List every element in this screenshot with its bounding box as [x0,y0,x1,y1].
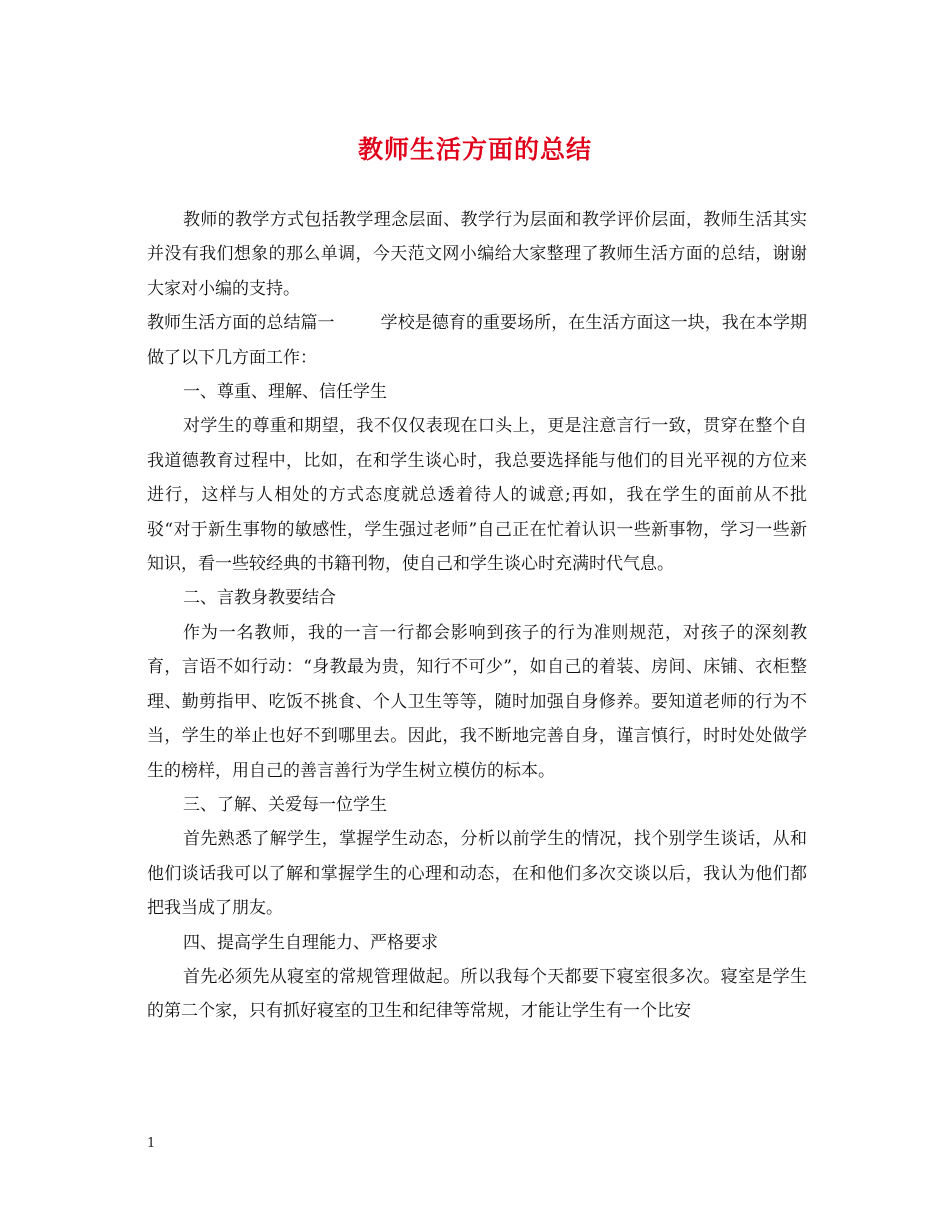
point-four-paragraph: 首先必须先从寝室的常规管理做起。所以我每个天都要下寝室很多次。寝室是学生的第二个家，只有抓好寝室的卫生和纪律等常规，才能让学生有一个比安 [147,966,807,1022]
section-one-paragraph [147,306,807,375]
page-number: 1 [147,1136,156,1151]
section-one-heading: 教师生活方面的总结篇一 [147,313,335,334]
document-title: 教师生活方面的总结 [357,135,592,164]
point-one-paragraph: 对学生的尊重和期望，我不仅仅表现在口头上，更是注意言行一致，贯穿在整个自我道德教育过程中，比如，在和学生谈心时，我总要选择能与他们的目光平视的方位来进行，这样与人相处的方式态度就总透着待人的诚意;再如，我在学生的面前从不批驳“对于新生事物的敏感性，学生强过老师”自己正在忙着认识一些新事物，学习一些新知识，看一些较经典的书籍刊物，使自己和学生谈心时充满时代气息。 [147,416,807,575]
section-one-text: 学校是德育的重要场所，在生活方面这一块，我在本学期做了以下几方面工作： [147,313,808,368]
point-four-heading: 四、提高学生自理能力、严格要求 [183,932,438,953]
point-three-heading: 三、了解、关爱每一位学生 [183,794,387,815]
point-three-paragraph: 首先熟悉了解学生，掌握学生动态，分析以前学生的情况，找个别学生谈话，从和他们谈话我可以了解和掌握学生的心理和动态，在和他们多次交谈以后，我认为他们都把我当成了朋友。 [147,829,807,919]
point-two-paragraph: 作为一名教师，我的一言一行都会影响到孩子的行为准则规范，对孩子的深刻教育，言语不如行动：“身教最为贵，知行不可少”，如自己的着装、房间、床铺、衣柜整理、勤剪指甲、吃饭不挑食、个人卫生等等，随时加强自身修养。要知道老师的行为不当，学生的举止也好不到哪里去。因此，我不断地完善自身，谨言慎行，时时处处做学生的榜样，用自己的善言善行为学生树立模仿的标本。 [147,622,807,781]
point-one-heading: 一、尊重、理解、信任学生 [183,382,387,403]
intro-paragraph: 教师的教学方式包括教学理念层面、教学行为层面和教学评价层面，教师生活其实并没有我们想象的那么单调，今天范文网小编给大家整理了教师生活方面的总结，谢谢大家对小编的支持。 [147,210,807,299]
document-body [147,203,807,1029]
point-two-heading: 二、言教身教要结合 [183,588,336,609]
